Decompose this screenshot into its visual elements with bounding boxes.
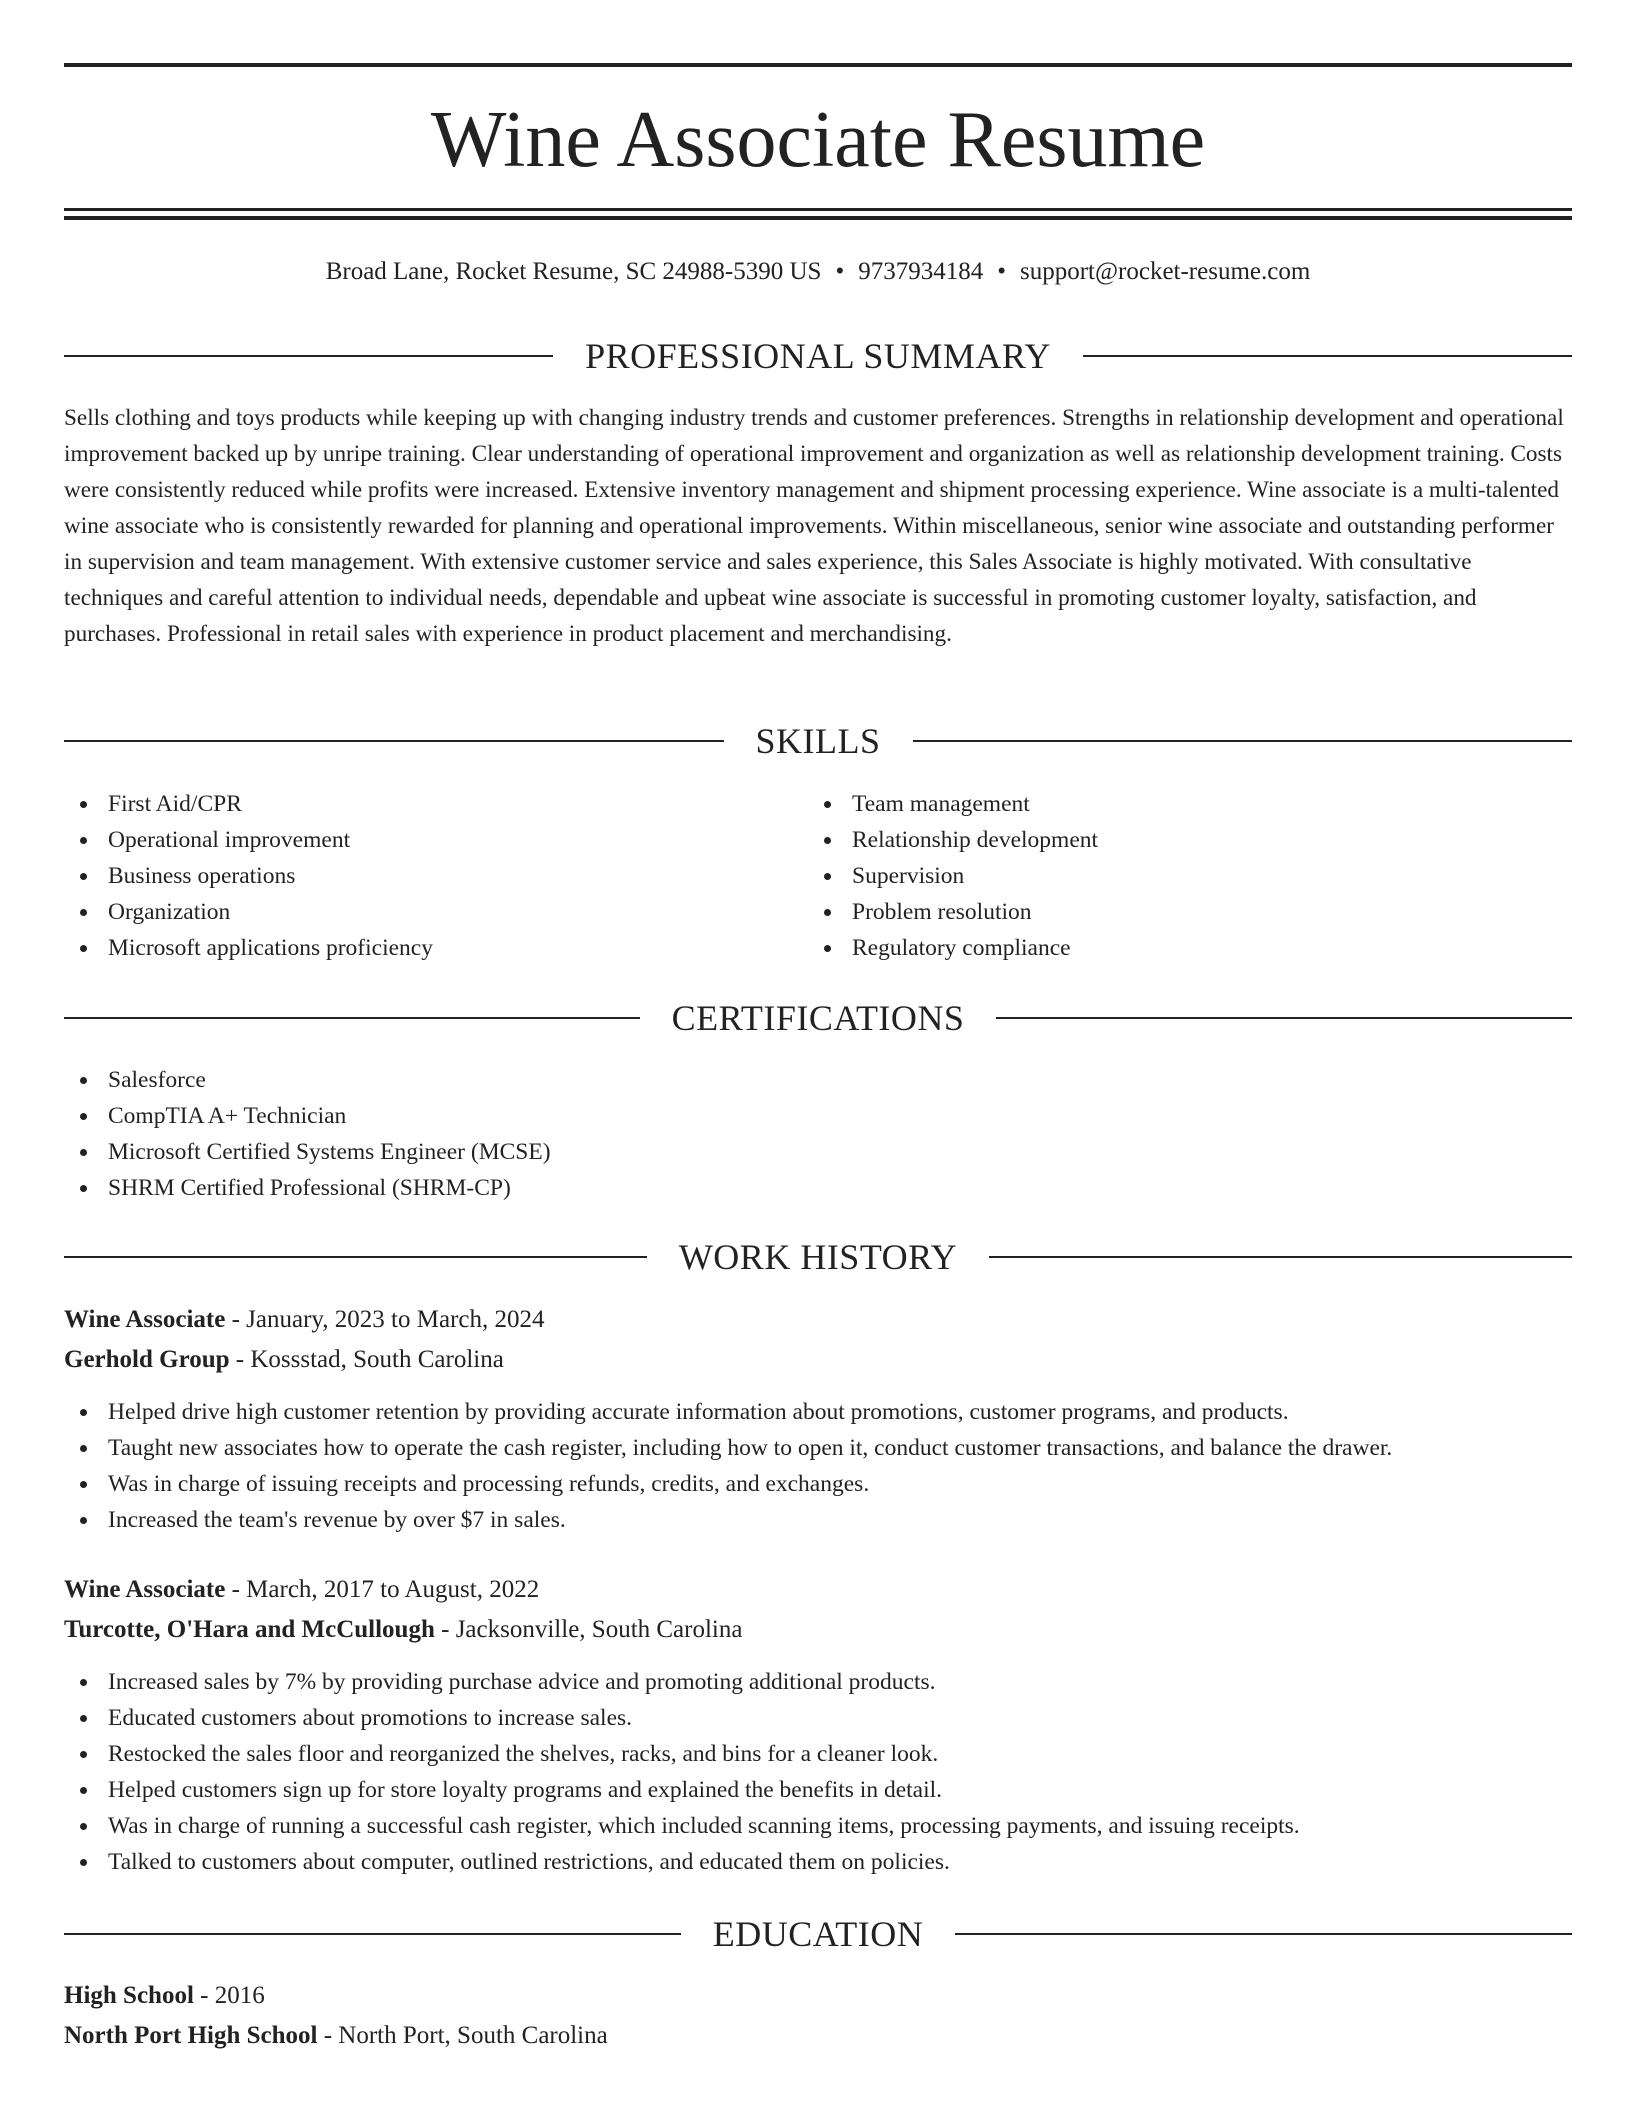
section-heading-certifications	[64, 996, 1572, 1040]
certification-item: SHRM Certified Professional (SHRM-CP)	[64, 1170, 551, 1206]
section-heading-work	[64, 1235, 1572, 1279]
job-bullet: Increased sales by 7% by providing purchase advice and promoting additional products.	[64, 1664, 1300, 1700]
job-title: Wine Associate	[64, 1306, 226, 1333]
job-title-line	[64, 1302, 544, 1338]
heading-rule	[64, 1017, 640, 1019]
job-location: - Jacksonville, South Carolina	[434, 1616, 743, 1643]
job-title-line	[64, 1572, 539, 1608]
certification-item: CompTIA A+ Technician	[64, 1098, 551, 1134]
job-company-line	[64, 1342, 504, 1378]
contact-line	[64, 254, 1572, 290]
certifications-heading: CERTIFICATIONS	[671, 998, 965, 1038]
job-company-line	[64, 1612, 742, 1648]
heading-rule	[64, 740, 724, 742]
job-company: Turcotte, O'Hara and McCullough	[64, 1616, 435, 1643]
summary-heading: PROFESSIONAL SUMMARY	[585, 336, 1051, 376]
certification-item: Microsoft Certified Systems Engineer (MCSE)	[64, 1134, 551, 1170]
job-bullet: Was in charge of running a successful cash register, which included scanning items, processing payments, and issuing receipts.	[64, 1808, 1300, 1844]
heading-rule	[1083, 355, 1572, 357]
skills-heading: SKILLS	[755, 721, 881, 761]
heading-rule	[64, 1933, 681, 1935]
job-company: Gerhold Group	[64, 1346, 230, 1373]
education-year: - 2016	[193, 1982, 265, 2009]
job-bullet: Taught new associates how to operate the cash register, including how to open it, conduct customer transactions, and balance the drawer.	[64, 1430, 1392, 1466]
skill-item: First Aid/CPR	[64, 786, 433, 822]
contact-address: Broad Lane, Rocket Resume, SC 24988-5390 US	[325, 258, 822, 285]
skill-item: Regulatory compliance	[808, 930, 1098, 966]
title-rule-lower	[64, 216, 1572, 220]
job-bullet: Talked to customers about computer, outlined restrictions, and educated them on policies.	[64, 1844, 1300, 1880]
job-dates: - March, 2017 to August, 2022	[225, 1576, 540, 1603]
heading-rule	[996, 1017, 1572, 1019]
education-degree-line	[64, 1978, 265, 2014]
resume-title: Wine Associate Resume	[430, 96, 1206, 184]
education-location: - North Port, South Carolina	[317, 2022, 608, 2049]
skill-item: Supervision	[808, 858, 1098, 894]
top-rule	[64, 63, 1572, 67]
contact-phone: 9737934184	[858, 258, 984, 285]
certification-item: Salesforce	[64, 1062, 551, 1098]
job-bullet: Was in charge of issuing receipts and processing refunds, credits, and exchanges.	[64, 1466, 1392, 1502]
job-bullet: Increased the team's revenue by over $7 in sales.	[64, 1502, 1392, 1538]
job-bullet: Helped customers sign up for store loyalty programs and explained the benefits in detail.	[64, 1772, 1300, 1808]
skill-item: Business operations	[64, 858, 433, 894]
education-school: North Port High School	[64, 2022, 318, 2049]
heading-rule	[913, 740, 1573, 742]
job-bullet: Educated customers about promotions to increase sales.	[64, 1700, 1300, 1736]
section-heading-education	[64, 1912, 1572, 1956]
skills-list-left	[64, 786, 433, 966]
heading-rule	[955, 1933, 1572, 1935]
skill-item: Operational improvement	[64, 822, 433, 858]
contact-separator: •	[835, 258, 845, 285]
education-heading: EDUCATION	[712, 1914, 924, 1954]
contact-separator: •	[997, 258, 1006, 285]
job-bullets	[64, 1664, 1300, 1880]
section-heading-summary	[64, 334, 1572, 378]
skill-item: Microsoft applications proficiency	[64, 930, 433, 966]
education-school-line	[64, 2018, 608, 2054]
education-degree: High School	[64, 1982, 194, 2009]
summary-text: Sells clothing and toys products while keeping up with changing industry trends and customer preferences. Strengths in relationship development and operational improvement backed up by unripe training. Clear understanding of operational improvement and organization as well as relationship development training. Costs were consistently reduced while profits were increased. Extensive inventory management and shipment processing experience. Wine associate is a multi-talented wine associate who is consistently rewarded for planning and operational improvements. Within miscellaneous, senior wine associate and outstanding performer in supervision and team management. With extensive customer service and sales experience, this Sales Associate is highly motivated. With consultative techniques and careful attention to individual needs, dependable and upbeat wine associate is successful in promoting customer loyalty, satisfaction, and purchases. Professional in retail sales with experience in product placement and merchandising.	[64, 405, 1564, 647]
job-location: - Kossstad, South Carolina	[229, 1346, 504, 1373]
heading-rule	[64, 1256, 647, 1258]
heading-rule	[64, 355, 553, 357]
section-heading-skills	[64, 719, 1572, 763]
work-heading: WORK HISTORY	[678, 1237, 958, 1277]
job-bullets	[64, 1394, 1392, 1538]
title-rule-upper	[64, 208, 1572, 211]
job-bullet: Restocked the sales floor and reorganized the shelves, racks, and bins for a cleaner look.	[64, 1736, 1300, 1772]
contact-email[interactable]: support@rocket-resume.com	[1020, 258, 1311, 285]
skill-item: Team management	[808, 786, 1098, 822]
job-title: Wine Associate	[64, 1576, 226, 1603]
job-bullet: Helped drive high customer retention by providing accurate information about promotions, customer programs, and products.	[64, 1394, 1392, 1430]
skill-item: Relationship development	[808, 822, 1098, 858]
heading-rule	[989, 1256, 1572, 1258]
skill-item: Problem resolution	[808, 894, 1098, 930]
skills-list-right	[808, 786, 1098, 966]
certifications-list	[64, 1062, 551, 1206]
job-dates: - January, 2023 to March, 2024	[225, 1306, 545, 1333]
skill-item: Organization	[64, 894, 433, 930]
